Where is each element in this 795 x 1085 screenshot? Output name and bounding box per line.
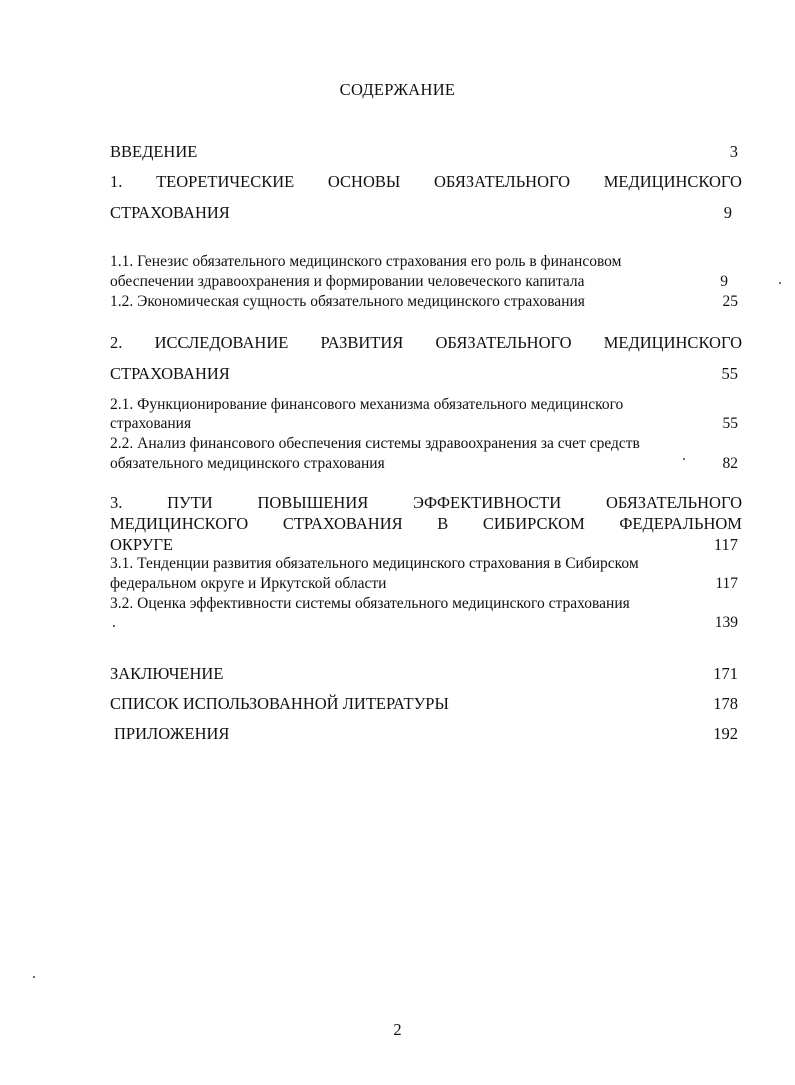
chapter-3-word: СТРАХОВАНИЯ (282, 514, 403, 533)
toc-entry-references: СПИСОК ИСПОЛЬЗОВАННОЙ ЛИТЕРАТУРЫ (110, 694, 449, 713)
toc-section-1-2: 1.2. Экономическая сущность обязательного медицинского страхования (110, 293, 585, 310)
toc-page-section-1-2: 25 (722, 293, 738, 310)
toc-page-chapter-2: 55 (721, 364, 738, 383)
toc-section-2-2-line2: обязательного медицинского страхования (110, 455, 385, 472)
toc-section-3-1-line2: федеральном округе и Иркутской области (110, 575, 387, 592)
chapter-1-word: ТЕОРЕТИЧЕСКИЕ (156, 172, 295, 191)
toc-page-section-3-2: 139 (714, 614, 738, 631)
chapter-3-word: МЕДИЦИНСКОГО (110, 514, 249, 533)
toc-entry-conclusion: ЗАКЛЮЧЕНИЕ (110, 664, 224, 683)
chapter-1-word: ОСНОВЫ (327, 172, 401, 191)
toc-section-2-2-line1: 2.2. Анализ финансового обеспечения системы здравоохранения за счет средств (110, 435, 640, 452)
toc-page-conclusion: 171 (713, 664, 738, 683)
toc-chapter-3-line3: ОКРУГЕ (110, 535, 173, 554)
toc-section-3-2-line2: . (112, 614, 116, 631)
toc-page-section-1-1: 9 (720, 273, 728, 290)
toc-section-2-1-line1: 2.1. Функционирование финансового механизма обязательного медицинского (110, 396, 624, 413)
chapter-3-word: ФЕДЕРАЛЬНОМ (619, 514, 742, 533)
toc-page-section-2-2: 82 (722, 455, 738, 472)
chapter-2-word: РАЗВИТИЯ (320, 333, 404, 352)
toc-title: СОДЕРЖАНИЕ (339, 80, 456, 99)
chapter-2-word: МЕДИЦИНСКОГО (603, 333, 742, 352)
toc-chapter-3-heading-line1 (110, 493, 742, 513)
chapter-2-number: 2. (110, 333, 123, 352)
chapter-2-word: ИССЛЕДОВАНИЕ (154, 333, 289, 352)
chapter-3-word: ПОВЫШЕНИЯ (257, 493, 369, 512)
chapter-2-word: ОБЯЗАТЕЛЬНОГО (435, 333, 572, 352)
toc-section-3-1-line1: 3.1. Тенденции развития обязательного медицинского страхования в Сибирском (110, 555, 639, 572)
chapter-1-number: 1. (110, 172, 123, 191)
toc-page-chapter-1: 9 (723, 203, 732, 222)
scan-speck (33, 976, 35, 978)
toc-entry-introduction: ВВЕДЕНИЕ (110, 142, 198, 161)
chapter-3-word: В (437, 514, 449, 533)
chapter-1-word: ОБЯЗАТЕЛЬНОГО (433, 172, 571, 191)
toc-section-1-1-line1: 1.1. Генезис обязательного медицинского страхования его роль в финансовом (110, 253, 622, 270)
chapter-1-word: МЕДИЦИНСКОГО (603, 172, 742, 191)
chapter-3-word: СИБИРСКОМ (482, 514, 585, 533)
toc-page-introduction: 3 (729, 142, 738, 161)
scan-speck (779, 282, 781, 284)
chapter-3-word: ЭФФЕКТИВНОСТИ (413, 493, 562, 512)
toc-page-appendices: 192 (713, 724, 738, 743)
chapter-3-word: ОБЯЗАТЕЛЬНОГО (605, 493, 742, 512)
toc-page-chapter-3: 117 (713, 535, 738, 554)
toc-page-references: 178 (713, 694, 738, 713)
toc-page-section-2-1: 55 (722, 415, 738, 432)
toc-chapter-2-heading (110, 333, 742, 353)
toc-chapter-1-heading (110, 172, 742, 192)
page-number: 2 (393, 1020, 402, 1039)
scan-speck (683, 458, 685, 460)
toc-chapter-1-line2: СТРАХОВАНИЯ (110, 203, 230, 222)
toc-section-1-1-line2: обеспечении здравоохранения и формировании человеческого капитала (110, 273, 585, 290)
toc-chapter-2-line2: СТРАХОВАНИЯ (110, 364, 230, 383)
toc-entry-appendices: ПРИЛОЖЕНИЯ (114, 724, 230, 743)
chapter-3-number: 3. (110, 493, 123, 512)
toc-section-2-1-line2: страхования (110, 415, 192, 432)
toc-section-3-2-line1: 3.2. Оценка эффективности системы обязательного медицинского страхования (110, 595, 630, 612)
chapter-3-word: ПУТИ (167, 493, 213, 512)
toc-chapter-3-heading-line2 (110, 514, 742, 534)
toc-page-section-3-1: 117 (715, 575, 738, 592)
